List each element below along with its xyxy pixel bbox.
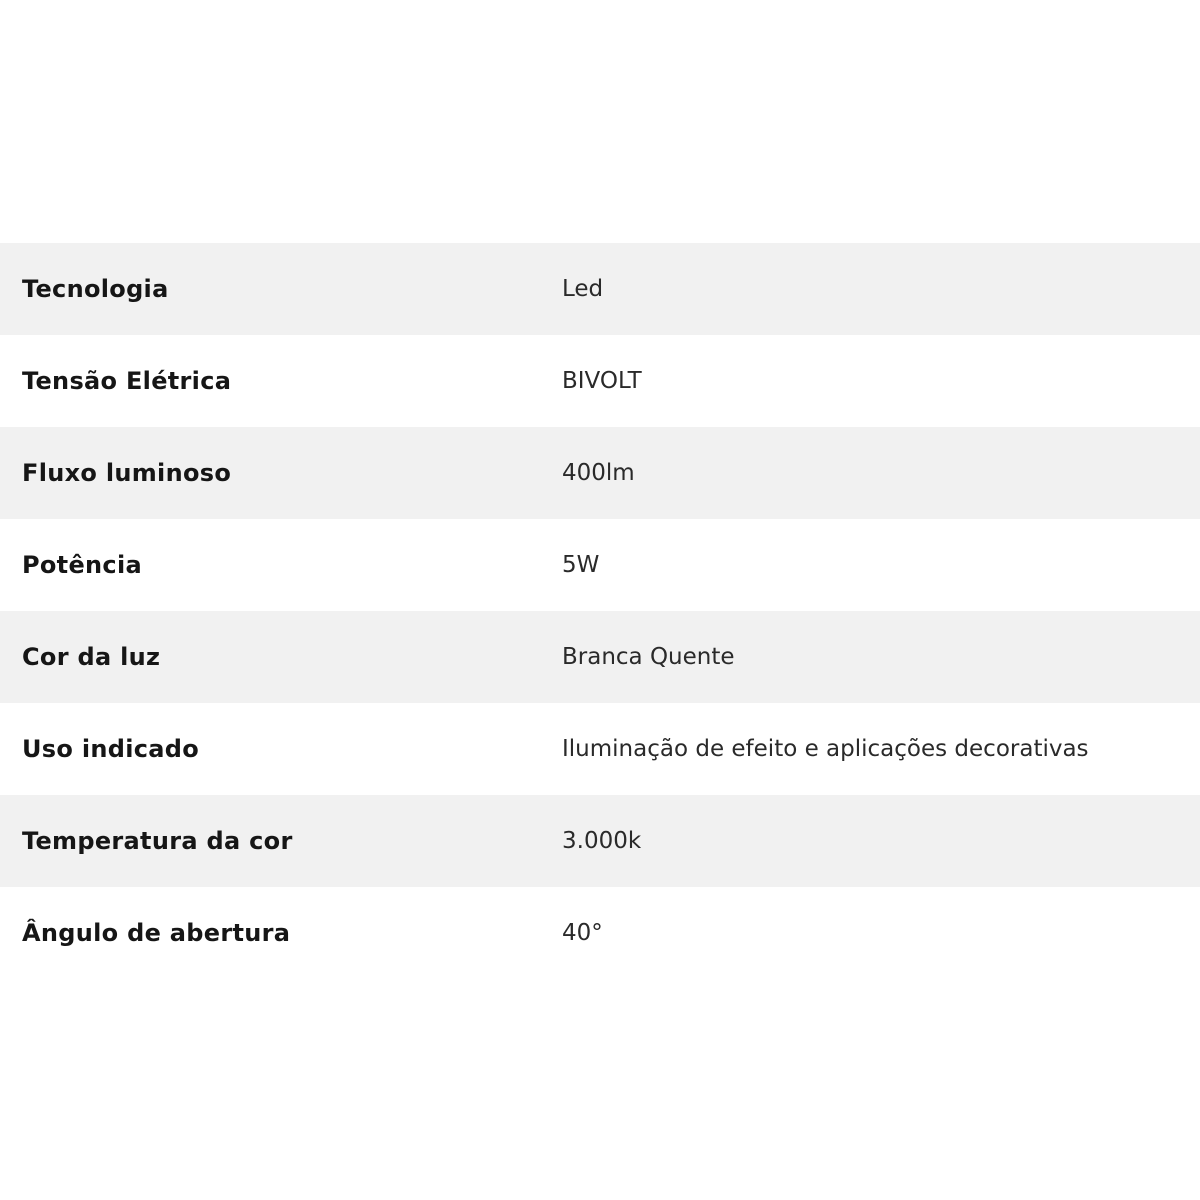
spec-row-cor-da-luz [0, 611, 1200, 703]
spec-value: Led [562, 276, 604, 302]
spec-row-angulo-de-abertura [0, 887, 1200, 979]
spec-row-temperatura-da-cor [0, 795, 1200, 887]
spec-label: Potência [22, 551, 142, 579]
spec-label: Fluxo luminoso [22, 459, 232, 487]
spec-value: 400lm [562, 460, 635, 486]
spec-value: Iluminação de efeito e aplicações decorativas [562, 736, 1089, 762]
spec-value: BIVOLT [562, 368, 642, 394]
spec-label: Temperatura da cor [22, 827, 293, 855]
spec-label: Uso indicado [22, 735, 200, 763]
spec-table [0, 243, 1200, 979]
spec-value: Branca Quente [562, 644, 735, 670]
spec-row-tensao-eletrica [0, 335, 1200, 427]
spec-label: Tecnologia [22, 275, 169, 303]
spec-row-potencia [0, 519, 1200, 611]
spec-row-fluxo-luminoso [0, 427, 1200, 519]
spec-label: Ângulo de abertura [22, 919, 291, 947]
spec-value: 5W [562, 552, 600, 578]
spec-value: 40° [562, 920, 603, 946]
spec-value: 3.000k [562, 828, 642, 854]
spec-label: Cor da luz [22, 643, 161, 671]
spec-row-uso-indicado [0, 703, 1200, 795]
spec-row-tecnologia [0, 243, 1200, 335]
spec-label: Tensão Elétrica [22, 367, 232, 395]
